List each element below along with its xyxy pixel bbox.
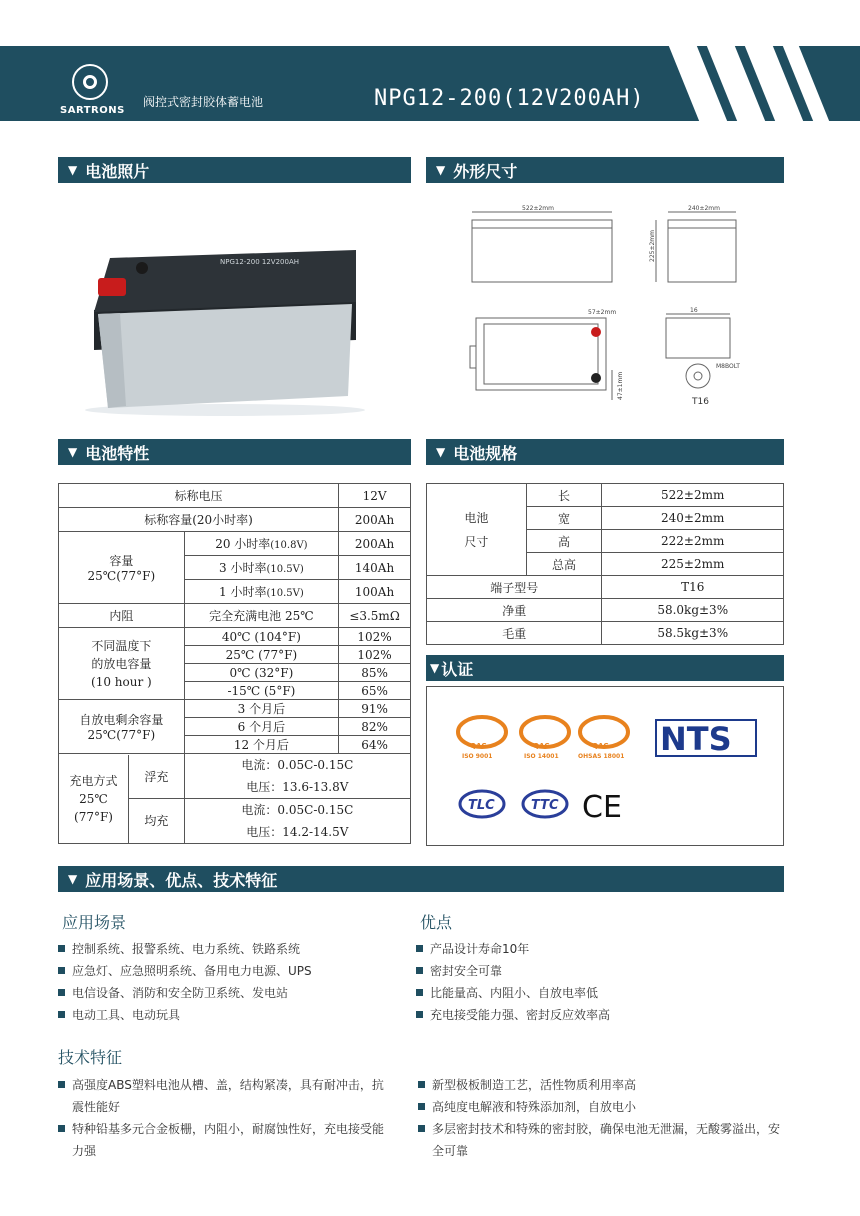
technical-list-left: [58, 1074, 388, 1162]
cell-value: 200Ah: [339, 508, 411, 532]
cell-label: 高: [526, 530, 602, 553]
cell-value: 65%: [339, 682, 411, 700]
cell-value: 12V: [339, 484, 411, 508]
cell-label: 标称容量(20小时率): [59, 508, 339, 532]
list-item: 新型极板制造工艺，活性物质利用率高: [418, 1074, 784, 1096]
applications-title: 应用场景: [62, 913, 127, 932]
cell-value: 100Ah: [339, 580, 411, 604]
cell-value: 200Ah: [339, 532, 411, 556]
capacity-group-label: 容量 25℃(77°F): [59, 532, 185, 604]
product-model: NPG12-200(12V200AH): [374, 86, 645, 111]
list-item: 高纯度电解液和特殊添加剂，自放电小: [418, 1096, 784, 1118]
cell-value: 102%: [339, 628, 411, 646]
cell-value: 85%: [339, 664, 411, 682]
section-title: 外形尺寸: [453, 161, 518, 181]
terminal-x-label: 57±2mm: [588, 309, 617, 316]
svg-text:ISO 9001: ISO 9001: [462, 753, 493, 760]
cell-period: 6 个月后: [184, 718, 338, 736]
technical-title: 技术特征: [58, 1048, 123, 1067]
height-label: 225±2mm: [649, 230, 656, 262]
cell-temp: 40℃ (104°F): [184, 628, 338, 646]
svg-text:TTC: TTC: [531, 798, 559, 813]
svg-text:NTS: NTS: [660, 720, 732, 758]
terminal-width-label: 16: [690, 307, 698, 314]
negative-terminal-icon: [591, 373, 601, 383]
cell-label: 端子型号: [427, 576, 602, 599]
cell-label: 总高: [526, 553, 602, 576]
float-label: 浮充: [129, 755, 184, 800]
cell-label: 宽: [526, 507, 602, 530]
cell-value: 522±2mm: [602, 484, 784, 507]
cell-condition: 完全充满电池 25℃: [184, 604, 338, 628]
dimension-diagrams: [426, 190, 784, 430]
svg-text:TLC: TLC: [468, 798, 495, 813]
list-item: 应急灯、应急照明系统、备用电力电源、UPS: [58, 960, 398, 982]
size-group-label: 电池 尺寸: [427, 484, 527, 576]
list-item: 高强度ABS塑料电池从槽、盖，结构紧凑，具有耐冲击，抗震性能好: [58, 1074, 388, 1118]
brand-logo-icon: [72, 64, 108, 100]
cell-value: 240±2mm: [602, 507, 784, 530]
cycle-label: 均充: [144, 814, 169, 829]
battery-top-label: NPG12-200 12V200AH: [220, 258, 300, 266]
qac-iso14001-icon: [521, 717, 569, 760]
svg-text:QAC: QAC: [592, 742, 609, 750]
cell-value: 140Ah: [339, 556, 411, 580]
cell-rate: 1 小时率(10.5V): [184, 580, 338, 604]
cell-value: 222±2mm: [602, 530, 784, 553]
negative-terminal-icon: [136, 262, 148, 274]
specs-table: [426, 483, 784, 645]
section-title: 认证: [441, 659, 474, 679]
cell-value: 64%: [339, 736, 411, 754]
cell-value: ≤3.5mΩ: [339, 604, 411, 628]
terminal-type-label: T16: [692, 397, 709, 407]
float-charge-values: 电流：0.05C-0.15C 电压：13.6-13.8V: [184, 754, 410, 799]
charge-method-cell: 充电方式 25℃ (77°F) 浮充 均充: [59, 754, 185, 844]
section-certification: ▼ 认证: [426, 655, 784, 681]
advantages-title: 优点: [420, 913, 453, 932]
battery-photo: [80, 240, 370, 420]
cell-value: 91%: [339, 700, 411, 718]
cell-period: 3 个月后: [184, 700, 338, 718]
technical-list-right: [418, 1074, 784, 1162]
list-item: 密封安全可靠: [416, 960, 776, 982]
nts-logo-icon: [656, 720, 756, 758]
svg-text:QAC: QAC: [470, 742, 487, 750]
cell-period: 12 个月后: [184, 736, 338, 754]
length-label: 522±2mm: [522, 205, 554, 212]
section-dimensions: ▼ 外形尺寸: [426, 157, 784, 183]
section-characteristics: ▼ 电池特性: [58, 439, 411, 465]
applications-list: [58, 938, 398, 1026]
terminal-bolt-icon: [686, 364, 710, 388]
list-item: 多层密封技术和特殊的密封胶，确保电池无泄漏，无酸雾溢出，安全可靠: [418, 1118, 784, 1162]
cell-rate: 20 小时率(10.8V): [184, 532, 338, 556]
cell-temp: -15℃ (5°F): [184, 682, 338, 700]
cell-label: 净重: [427, 599, 602, 622]
section-applications: ▼ 应用场景、优点、技术特征: [58, 866, 784, 892]
cell-temp: 0℃ (32°F): [184, 664, 338, 682]
svg-text:OHSAS 18001: OHSAS 18001: [578, 753, 625, 760]
cell-value: T16: [602, 576, 784, 599]
section-specs: ▼ 电池规格: [426, 439, 784, 465]
cell-value: 82%: [339, 718, 411, 736]
list-item: 控制系统、报警系统、电力系统、铁路系统: [58, 938, 398, 960]
section-title: 电池规格: [453, 443, 518, 463]
ce-mark-icon: CE: [582, 790, 622, 825]
list-item: 比能量高、内阻小、自放电率低: [416, 982, 776, 1004]
section-title: 电池特性: [85, 443, 150, 463]
cell-label: 标称电压: [59, 484, 339, 508]
list-item: 充电接受能力强、密封反应效率高: [416, 1004, 776, 1026]
advantages-list: [416, 938, 776, 1026]
cell-value: 58.0kg±3%: [602, 599, 784, 622]
section-photo: ▼ 电池照片: [58, 157, 411, 183]
cell-temp: 25℃ (77°F): [184, 646, 338, 664]
brand-name: SARTRONS: [60, 105, 125, 116]
positive-terminal-icon: [98, 278, 126, 296]
terminal-y-label: 47±1mm: [617, 371, 624, 400]
ttc-logo-icon: [523, 791, 567, 817]
cell-label: 内阻: [59, 604, 185, 628]
qac-ohsas18001-icon: [578, 717, 628, 760]
cycle-charge-values: 电流：0.05C-0.15C 电压：14.2-14.5V: [184, 799, 410, 844]
cell-label: 长: [526, 484, 602, 507]
section-title: 电池照片: [85, 161, 150, 181]
svg-text:QAC: QAC: [533, 742, 550, 750]
qac-iso9001-icon: [458, 717, 506, 760]
bolt-label: M8BOLT: [716, 363, 740, 370]
product-subtitle: 阀控式密封胶体蓄电池: [143, 95, 264, 109]
certification-logos: [426, 686, 784, 846]
svg-text:ISO 14001: ISO 14001: [524, 753, 559, 760]
list-item: 特种铅基多元合金板栅，内阻小，耐腐蚀性好，充电接受能力强: [58, 1118, 388, 1162]
characteristics-table: [58, 483, 411, 844]
cell-value: 58.5kg±3%: [602, 622, 784, 645]
tlc-logo-icon: [460, 791, 504, 817]
width-label: 240±2mm: [688, 205, 720, 212]
cell-value: 102%: [339, 646, 411, 664]
self-discharge-label: 自放电剩余容量 25℃(77°F): [59, 700, 185, 754]
cell-value: 225±2mm: [602, 553, 784, 576]
temp-group-label: 不同温度下 的放电容量 (10 hour ): [59, 628, 185, 700]
list-item: 电动工具、电动玩具: [58, 1004, 398, 1026]
cell-rate: 3 小时率(10.5V): [184, 556, 338, 580]
list-item: 电信设备、消防和安全防卫系统、发电站: [58, 982, 398, 1004]
cell-label: 毛重: [427, 622, 602, 645]
positive-terminal-icon: [591, 327, 601, 337]
section-title: 应用场景、优点、技术特征: [85, 870, 278, 890]
list-item: 产品设计寿命10年: [416, 938, 776, 960]
